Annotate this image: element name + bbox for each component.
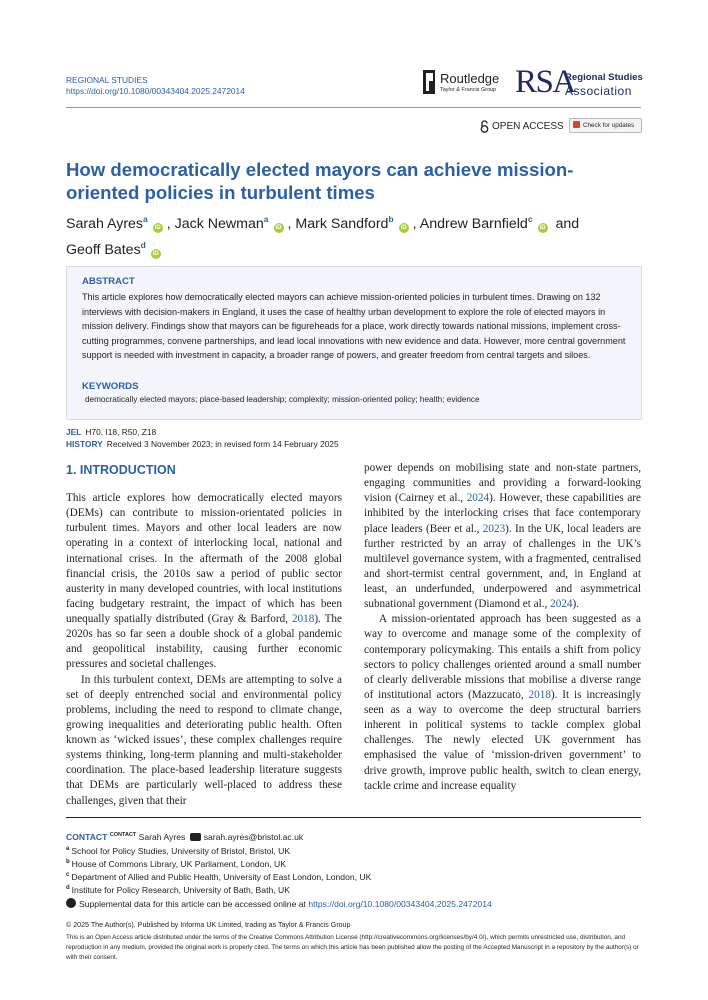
history xyxy=(66,439,339,449)
author-name[interactable]: Geoff Bates xyxy=(66,242,141,258)
author-list xyxy=(66,209,636,261)
check-for-updates-button[interactable] xyxy=(569,118,642,133)
author-separator: , xyxy=(412,216,420,232)
contact-line xyxy=(66,832,303,842)
email-icon xyxy=(190,833,201,841)
orcid-icon[interactable]: iD xyxy=(400,225,407,231)
rsa-logo: RSA xyxy=(515,64,575,100)
paragraph xyxy=(364,612,641,794)
paragraph-text: ). However, these capabilities are inhibited by the interlocking crises that face contemporary place leaders (Beer et al., xyxy=(364,492,642,535)
publisher-sub: Taylor & Francis Group xyxy=(440,87,497,93)
affiliation xyxy=(66,885,290,895)
author-name[interactable]: Andrew Barnfield xyxy=(419,216,528,232)
body-column-right xyxy=(364,461,641,794)
author-affiliation-mark: a xyxy=(263,214,269,224)
author-affiliation-mark: d xyxy=(140,240,146,250)
jel-codes xyxy=(66,427,156,437)
citation-link[interactable]: 2018 xyxy=(528,688,551,701)
author-name[interactable]: Sarah Ayres xyxy=(66,216,144,232)
affiliation-mark: c xyxy=(66,872,70,879)
contact-name: Sarah Ayres xyxy=(138,832,186,842)
affiliation-text: House of Commons Library, UK Parliament, London, UK xyxy=(71,859,286,869)
affiliation xyxy=(66,872,371,882)
author-affiliation-mark: c xyxy=(527,214,533,224)
paragraph-text: ). In the UK, local leaders are further restricted by an array of challenges in the UK’s multilevel governance system, with a fragmented, centralised and short-termist central government, and, in England at least, an underfunded, underpowered and asymmetrical subnational government (Diamond et al., xyxy=(364,522,641,611)
supplemental-link[interactable]: https://doi.org/10.1080/00343404.2025.2472014 xyxy=(308,899,492,909)
article-title: How democratically elected mayors can achieve mission-oriented policies in turbulent times xyxy=(66,159,574,203)
routledge-logo-icon xyxy=(423,70,435,94)
journal-header xyxy=(66,75,245,96)
affiliation-mark: d xyxy=(66,885,70,892)
keywords-text: democratically elected mayors; place-based leadership; complexity; mission-oriented policy; health; evidence xyxy=(85,395,480,404)
supplemental-text: Supplemental data for this article can be accessed online at xyxy=(79,899,309,909)
body-column-left xyxy=(66,491,342,809)
orcid-icon[interactable]: iD xyxy=(539,225,546,231)
open-access-label: OPEN ACCESS xyxy=(492,121,564,132)
section-heading: 1. INTRODUCTION xyxy=(66,463,176,477)
affiliation-mark: b xyxy=(66,859,70,866)
affiliation-text: Department of Allied and Public Health, University of East London, London, UK xyxy=(71,872,372,882)
history-label: HISTORY xyxy=(66,439,103,449)
orcid-icon[interactable]: iD xyxy=(275,225,282,231)
check-for-updates-label: Check for updates xyxy=(583,122,635,129)
contact-sup: CONTACT xyxy=(109,832,137,839)
supplemental-icon xyxy=(66,898,76,908)
doi-link[interactable]: https://doi.org/10.1080/00343404.2025.2472014 xyxy=(66,85,245,96)
paragraph: In this turbulent context, DEMs are attempting to solve a set of deeply entrenched social and environmental policy problems, including the need to respond to climate change, growing inequalities and deteriorating public health. Often known as ‘wicked issues’, these complex challenges require systems thinking, long-term planning and multi-stakeholder coordination. The place-based leadership literature suggests that DEMs are particularly well-placed to address these challenges, given that their xyxy=(66,673,342,807)
citation-link[interactable]: 2018 xyxy=(291,613,315,625)
paragraph-text: power depends on mobilising state and non-state partners, engaging communities and providing a forward-looking vision (Cairney et al., xyxy=(364,462,641,505)
paragraph xyxy=(66,491,342,673)
citation-link[interactable]: 2024 xyxy=(466,492,490,505)
contact-email[interactable]: sarah.ayres@bristol.ac.uk xyxy=(203,832,304,842)
header-divider xyxy=(66,107,641,108)
orcid-icon[interactable]: iD xyxy=(152,251,159,257)
author-separator: , xyxy=(166,216,175,232)
license-text: This is an Open Access article distributed under the terms of the Creative Commons Attribution License (http://creativecommons.org/licenses/by/4.0/), which permits unrestricted use, distribution, and reproduction in any medium, provided the original work is properly cited. The terms on which this article has been published allow the posting of the Accepted Manuscript in a repository by the author(s) or with their consent. xyxy=(66,934,639,961)
keywords-heading: KEYWORDS xyxy=(82,381,139,392)
affiliation-text: Institute for Policy Research, University of Bath, Bath, UK xyxy=(71,885,290,895)
orcid-icon[interactable]: iD xyxy=(154,225,161,231)
jel-value: H70, I18, R50, Z18 xyxy=(85,427,157,437)
abstract-text: This article explores how democratically elected mayors can achieve mission-oriented policies in turbulent times. Drawing on 132 interviews with decision-makers in England, it uses the case of healthy urban development to explore the role of elected mayors in mission delivery. Findings show that mayors can be figureheads for a place, work directly towards national missions, implement cross-cutting programmes, convene partnerships, and lead local innovations with new evidence and data. However, more central government support is needed with investment in capacity, a broader range of powers, and greater freedom from central targets and siloes. xyxy=(82,292,626,361)
crossmark-icon xyxy=(573,121,580,128)
citation-link[interactable]: 2024 xyxy=(550,598,573,611)
journal-name: REGIONAL STUDIES xyxy=(66,75,148,85)
author-separator: , xyxy=(287,216,296,232)
author-affiliation-mark: b xyxy=(388,214,394,224)
author-separator: and xyxy=(551,216,580,232)
jel-label: JEL xyxy=(66,427,82,437)
history-value: Received 3 November 2023; in revised form 14 February 2025 xyxy=(106,439,339,449)
citation-link[interactable]: 2023 xyxy=(482,522,506,535)
author-name[interactable]: Jack Newman xyxy=(174,216,264,232)
contact-label: CONTACT xyxy=(66,832,108,842)
open-access-lock-icon xyxy=(480,120,489,133)
abstract-heading: ABSTRACT xyxy=(82,276,135,287)
footer-divider xyxy=(66,817,641,818)
paragraph-text: ). The 2020s has so far seen a double shock of a global pandemic and geopolitical instability, causing further economic pressures and societal challenges. xyxy=(66,613,342,671)
affiliation xyxy=(66,846,290,856)
paragraph-text: A mission-orientated approach has been suggested as a way to overcome and manage some of the complexity of contemporary policymaking. This entails a shift from policy sectors to policy challenges oriented around a small number of clearly deliverable missions that mobilise a diverse range of institutional actors (Mazzucato, xyxy=(364,613,641,701)
paragraph-text: ). xyxy=(572,598,580,611)
publisher-name: Routledge xyxy=(440,71,500,86)
rsa-name-line2: Association xyxy=(565,84,632,98)
paragraph-text: This article explores how democratically elected mayors (DEMs) can contribute to mission-orientated policies in turbulent times. Mayors and other local leaders are now operating in a context of interlocking local, national and international crises. In the aftermath of the 2008 global financial crisis, the 2010s saw a period of public sector austerity in many developed countries, with local institutions facing budgetary restraint, the impact of which has been unequally spatially distributed (Gray & Barford, xyxy=(66,492,342,625)
paragraph xyxy=(364,461,641,612)
affiliation-mark: a xyxy=(66,846,70,853)
author-name[interactable]: Mark Sandford xyxy=(295,216,389,232)
affiliation xyxy=(66,859,286,869)
rsa-name-line1: Regional Studies xyxy=(565,72,643,83)
copyright: © 2025 The Author(s). Published by Informa UK Limited, trading as Taylor & Francis Group xyxy=(66,921,351,929)
paragraph-text: ). It is increasingly seen as a way to overcome the deep structural barriers inherent in political systems to tackle complex global challenges. The newly elected UK government has emphasised the value of ‘mission-driven government’ to drive growth, improve public health, switch to clean energy, tackle crime and increase equality xyxy=(364,688,642,792)
author-affiliation-mark: a xyxy=(143,214,148,224)
supplemental-data xyxy=(66,898,492,909)
affiliation-text: School for Policy Studies, University of Bristol, Bristol, UK xyxy=(71,846,291,856)
